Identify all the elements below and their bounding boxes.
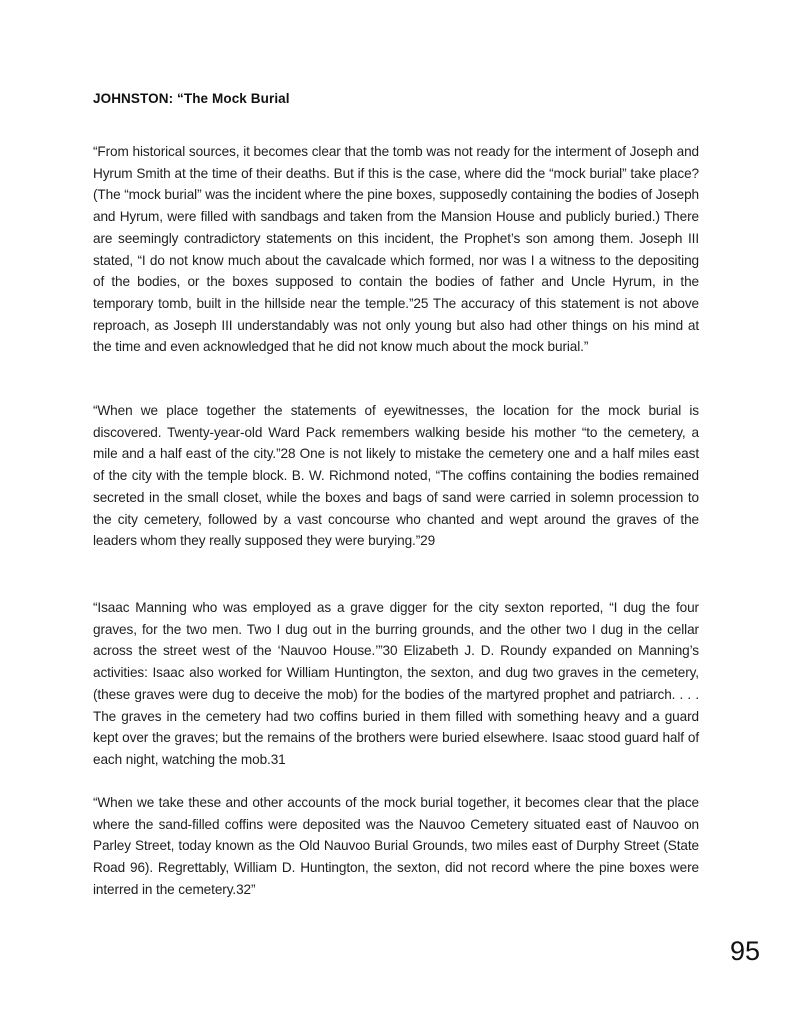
page-number: 95: [729, 936, 760, 966]
paragraph-2: [93, 400, 699, 552]
paragraph-text: “From historical sources, it becomes clear that the tomb was not ready for the interment of Joseph and Hyrum Smith at the time of their deaths. But if this is the case, where did the “mock burial” take place? (The “mock burial” was the incident where the pine boxes, supposedly containing the bodies of Joseph and Hyrum, were filled with sandbags and taken from the Mansion House and publicly buried.) There are seemingly contradictory statements on this incident, the Prophet’s son among them. Joseph III stated, “I do not know much about the cavalcade which formed, nor was I a witness to the depositing of the bodies, or the boxes supposed to contain the bodies of father and Uncle Hyrum, in the temporary tomb, built in the hillside near the temple.”25 The accuracy of this statement is not above reproach, as Joseph III understandably was not only young but also had other things on his mind at the time and even acknowledged that he did not know much about the mock burial.”: [93, 144, 699, 355]
paragraph-text: “When we place together the statements of eyewitnesses, the location for the mock burial is discovered. Twenty-year-old Ward Pack remembers walking beside his mother “to the cemetery, a mile and a half east of the city.”28 One is not likely to mistake the cemetery one and a half miles east of the city with the temple block. B. W. Richmond noted, “The coffins containing the bodies remained secreted in the small closet, while the boxes and bags of sand were carried in solemn procession to the city cemetery, followed by a vast concourse who chanted and wept around the graves of the leaders whom they really supposed they were burying.”29: [93, 403, 699, 549]
paragraph-text: “When we take these and other accounts of the mock burial together, it becomes clear that the place where the sand-filled coffins were deposited was the Nauvoo Cemetery situated east of Nauvoo on Parley Street, today known as the Old Nauvoo Burial Grounds, two miles east of Durphy Street (State Road 96). Regrettably, William D. Huntington, the sexton, did not record where the pine boxes were interred in the cemetery.32”: [93, 795, 699, 897]
paragraph-1: [93, 141, 699, 358]
section-heading: JOHNSTON: “The Mock Burial: [93, 91, 290, 106]
paragraph-3: [93, 597, 699, 771]
paragraph-text: “Isaac Manning who was employed as a grave digger for the city sexton reported, “I dug the four graves, for the two men. Two I dug out in the burring grounds, and the other two I dug in the cellar across the street west of the ‘Nauvoo House.’”30 Elizabeth J. D. Roundy expanded on Manning’s activities: Isaac also worked for William Huntington, the sexton, and dug two graves in the cemetery, (these graves were dug to deceive the mob) for the bodies of the martyred prophet and patriarch. . . . The graves in the cemetery had two coffins buried in them filled with something heavy and a guard kept over the graves; but the remains of the brothers were buried elsewhere. Isaac stood guard half of each night, watching the mob.31: [93, 600, 699, 767]
paragraph-4: [93, 792, 699, 901]
